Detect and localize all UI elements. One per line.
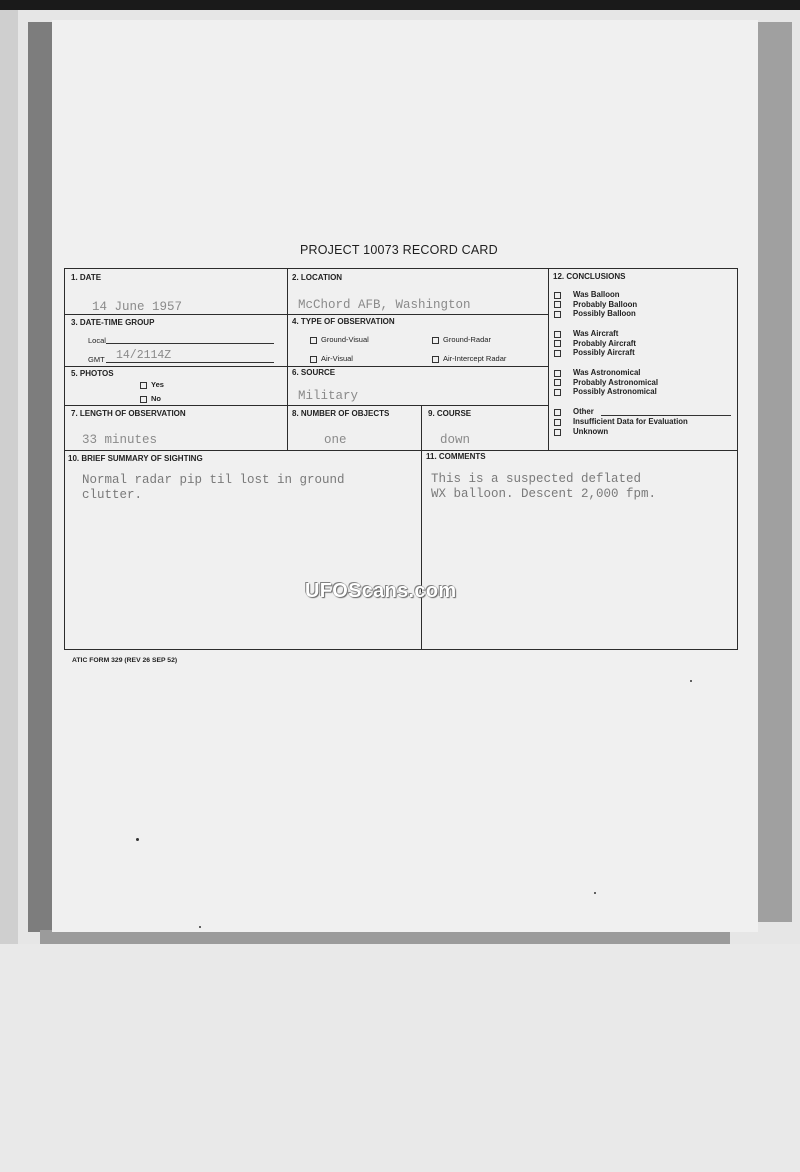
row-line-2	[64, 366, 548, 367]
checkbox-icon	[554, 409, 561, 416]
checkbox-icon	[432, 356, 439, 363]
card-title: PROJECT 10073 RECORD CARD	[300, 243, 498, 257]
photos-yes-label: Yes	[151, 380, 164, 389]
date-value: 14 June 1957	[92, 300, 183, 314]
conclusions-label: 12. CONCLUSIONS	[553, 272, 626, 281]
gmt-line	[106, 362, 274, 363]
photos-no	[140, 394, 161, 403]
row-line-4	[64, 450, 738, 451]
divider-col-2	[287, 268, 288, 450]
local-label: Local	[88, 336, 106, 345]
checkbox-icon	[554, 350, 561, 357]
conclusion-probably-aircraft: Probably Aircraft	[573, 338, 636, 348]
option-air-intercept-radar	[432, 354, 506, 363]
date-label: 1. DATE	[71, 273, 102, 282]
row-line-1	[64, 314, 548, 315]
photos-yes	[140, 380, 164, 389]
scan-speck	[594, 892, 596, 894]
gmt-value: 14/2114Z	[116, 349, 172, 362]
scan-speck	[199, 926, 201, 928]
watermark: UFOScans.com	[305, 580, 457, 602]
conclusion-possibly-balloon: Possibly Balloon	[573, 309, 636, 318]
number-of-objects-label: 8. NUMBER OF OBJECTS	[292, 409, 390, 418]
checkbox-icon	[554, 301, 561, 308]
location-label: 2. LOCATION	[292, 273, 343, 282]
row-line-3	[64, 405, 548, 406]
conclusion-probably-astronomical: Probably Astronomical	[573, 377, 659, 387]
divider-col-3	[421, 405, 422, 650]
checkbox-icon	[432, 337, 439, 344]
checkbox-icon	[554, 379, 561, 386]
length-of-observation-value: 33 minutes	[82, 433, 158, 447]
option-ground-visual-label: Ground-Visual	[321, 335, 369, 344]
type-of-observation-label: 4. TYPE OF OBSERVATION	[292, 317, 395, 326]
divider-conclusions	[548, 268, 549, 450]
form-id: ATIC FORM 329 (REV 26 SEP 52)	[72, 657, 178, 664]
sheet-shadow-left	[28, 22, 52, 932]
option-air-visual-label: Air-Visual	[321, 354, 353, 363]
checkbox-icon	[554, 429, 561, 436]
date-time-group-label: 3. DATE-TIME GROUP	[71, 318, 155, 327]
checkbox-icon	[140, 396, 147, 403]
checkbox-icon	[554, 311, 561, 318]
source-value: Military	[298, 389, 359, 403]
scan-top-border	[0, 0, 800, 10]
checkbox-icon	[554, 340, 561, 347]
conclusion-was-balloon: Was Balloon	[573, 290, 620, 299]
checkbox-icon	[310, 356, 317, 363]
photos-no-label: No	[151, 394, 161, 403]
location-value: McChord AFB, Washington	[298, 298, 471, 312]
conclusion-unknown: Unknown	[573, 427, 609, 436]
scan-speck	[136, 838, 139, 841]
checkbox-icon	[554, 370, 561, 377]
length-of-observation-label: 7. LENGTH OF OBSERVATION	[71, 409, 186, 418]
conclusion-possibly-astronomical: Possibly Astronomical	[573, 387, 657, 396]
summary-line-2: clutter.	[82, 488, 143, 502]
option-air-intercept-radar-label: Air-Intercept Radar	[443, 354, 507, 363]
option-air-visual	[310, 354, 353, 363]
option-ground-visual	[310, 335, 369, 344]
summary-label: 10. BRIEF SUMMARY OF SIGHTING	[68, 454, 203, 463]
checkbox-icon	[554, 292, 561, 299]
conclusion-insufficient-data: Insufficient Data for Evaluation	[573, 417, 688, 426]
option-ground-radar	[432, 335, 491, 344]
checkbox-icon	[140, 382, 147, 389]
local-line	[106, 343, 274, 344]
course-label: 9. COURSE	[428, 409, 472, 418]
conclusion-was-aircraft: Was Aircraft	[573, 329, 619, 338]
comments-label: 11. COMMENTS	[426, 452, 486, 461]
scan-speck	[690, 680, 692, 682]
conclusion-probably-balloon: Probably Balloon	[573, 299, 638, 309]
lower-page	[0, 944, 800, 1172]
conclusion-other: Other	[573, 407, 594, 416]
checkbox-icon	[554, 419, 561, 426]
checkbox-icon	[554, 331, 561, 338]
gmt-label: GMT	[88, 355, 105, 364]
checkbox-icon	[554, 389, 561, 396]
conclusion-was-astronomical: Was Astronomical	[573, 368, 641, 377]
photos-label: 5. PHOTOS	[71, 369, 114, 378]
other-line	[601, 415, 731, 416]
comments-line-1: This is a suspected deflated	[431, 472, 642, 486]
summary-line-1: Normal radar pip til lost in ground	[82, 473, 345, 487]
number-of-objects-value: one	[324, 433, 347, 447]
sheet-shadow-right	[758, 22, 792, 922]
source-label: 6. SOURCE	[292, 368, 336, 377]
course-value: down	[440, 433, 471, 447]
checkbox-icon	[310, 337, 317, 344]
sheet-shadow-bottom	[40, 930, 730, 944]
option-ground-radar-label: Ground-Radar	[443, 335, 491, 344]
comments-line-2: WX balloon. Descent 2,000 fpm.	[431, 487, 657, 501]
conclusion-possibly-aircraft: Possibly Aircraft	[573, 348, 635, 357]
